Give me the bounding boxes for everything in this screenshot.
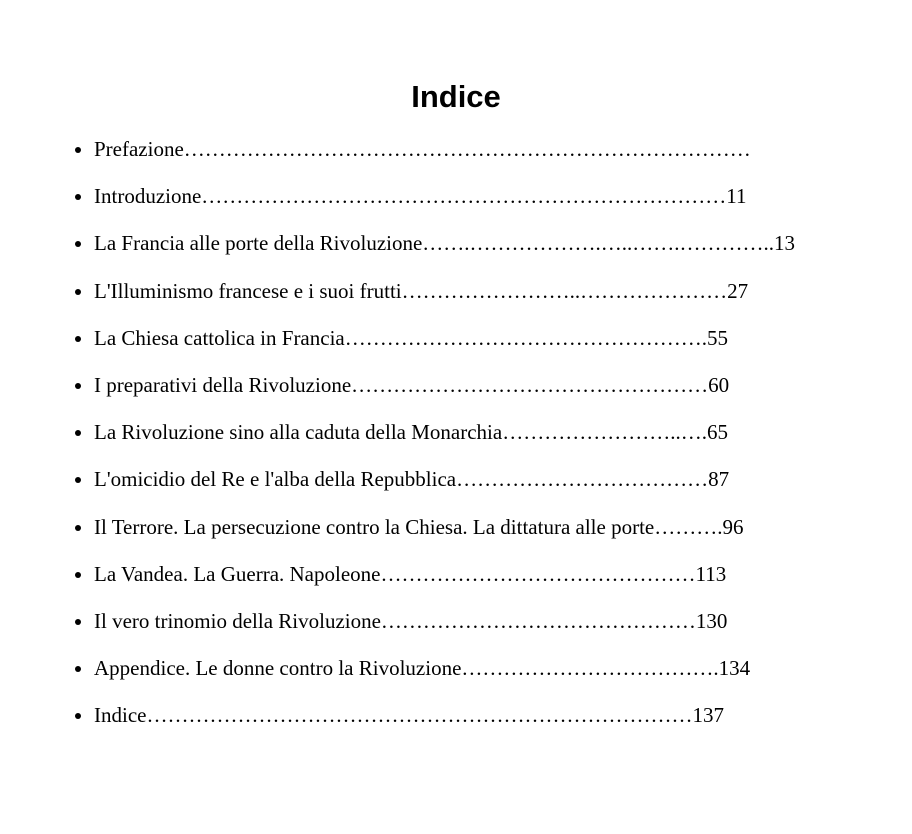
bullet-icon xyxy=(75,383,81,389)
toc-entry-introduzione xyxy=(0,182,912,229)
bullet-icon xyxy=(75,430,81,436)
toc-entry-text: La Vandea. La Guerra. Napoleone………………………………………113 xyxy=(94,561,727,586)
toc-entry-chiesa xyxy=(0,324,912,371)
bullet-icon xyxy=(75,194,81,200)
toc-entry-monarchia xyxy=(0,418,912,465)
toc-entry-text: La Chiesa cattolica in Francia…………………………………………….55 xyxy=(94,325,728,350)
bullet-icon xyxy=(75,147,81,153)
toc-entry-text: I preparativi della Rivoluzione……………………………………………60 xyxy=(94,372,730,397)
bullet-icon xyxy=(75,477,81,483)
toc-entry-text: Introduzione…………………………………………………………………11 xyxy=(94,184,747,209)
toc-entry-francia xyxy=(0,229,912,276)
toc-entry-text: La Francia alle porte della Rivoluzione…….……………….…..…….…………..13 xyxy=(94,231,796,256)
toc-entry-text: Indice……………………………………………………………………137 xyxy=(94,703,724,728)
toc-entry-prefazione xyxy=(0,135,912,182)
bullet-icon xyxy=(75,525,81,531)
bullet-icon xyxy=(75,572,81,578)
toc-entry-illuminismo xyxy=(0,277,912,324)
bullet-icon xyxy=(75,619,81,625)
toc-entry-trinomio xyxy=(0,607,912,654)
bullet-icon xyxy=(75,713,81,719)
table-of-contents xyxy=(0,135,912,748)
bullet-icon xyxy=(75,336,81,342)
toc-entry-text: Appendice. Le donne contro la Rivoluzione……………………………….134 xyxy=(94,656,751,681)
bullet-icon xyxy=(75,666,81,672)
index-title: Indice xyxy=(411,79,501,114)
toc-entry-appendice xyxy=(0,654,912,701)
toc-entry-indice xyxy=(0,701,912,748)
bullet-icon xyxy=(75,289,81,295)
toc-entry-text: L'omicidio del Re e l'alba della Repubblica………………………………87 xyxy=(94,467,730,492)
toc-entry-text: Prefazione……………………………………………………………………… xyxy=(94,137,751,161)
toc-entry-vandea xyxy=(0,560,912,607)
toc-entry-text: Il vero trinomio della Rivoluzione………………………………………130 xyxy=(94,608,728,633)
toc-entry-text: La Rivoluzione sino alla caduta della Monarchia……………………..….65 xyxy=(94,420,728,445)
toc-entry-repubblica xyxy=(0,465,912,512)
toc-entry-text: Il Terrore. La persecuzione contro la Chiesa. La dittatura alle porte……….96 xyxy=(94,514,744,539)
toc-entry-terrore xyxy=(0,513,912,560)
bullet-icon xyxy=(75,241,81,247)
toc-entry-preparativi xyxy=(0,371,912,418)
toc-entry-text: L'Illuminismo francese e i suoi frutti……………………..…………………27 xyxy=(94,278,749,303)
